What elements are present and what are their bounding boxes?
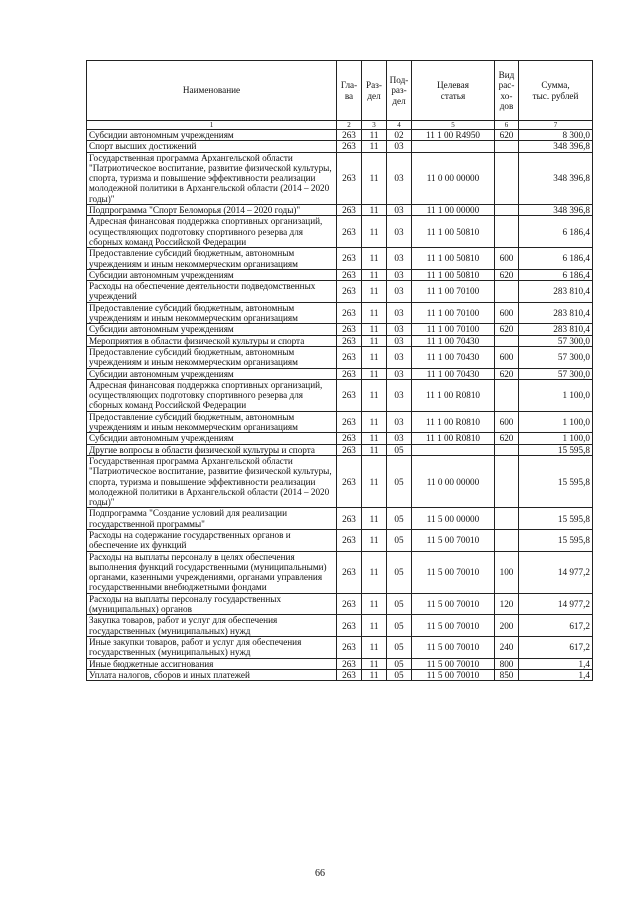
row-glava: 263 xyxy=(337,433,362,444)
row-podrazdel: 03 xyxy=(387,411,412,433)
row-target: 11 0 00 00000 xyxy=(412,152,495,204)
row-glava: 263 xyxy=(337,455,362,507)
row-glava: 263 xyxy=(337,669,362,680)
row-name: Субсидии автономным учреждениям xyxy=(87,368,337,379)
row-target: 11 5 00 70010 xyxy=(412,529,495,551)
row-vid xyxy=(495,141,519,152)
row-target: 11 5 00 70010 xyxy=(412,636,495,658)
row-glava: 263 xyxy=(337,216,362,248)
table-row xyxy=(87,455,593,507)
row-name: Субсидии автономным учреждениям xyxy=(87,324,337,335)
row-razdel: 11 xyxy=(362,593,387,615)
col-number: 7 xyxy=(519,121,593,130)
row-vid xyxy=(495,335,519,346)
row-glava: 263 xyxy=(337,411,362,433)
row-target: 11 1 00 R0810 xyxy=(412,411,495,433)
row-name: Предоставление субсидий бюджетным, автономным учреждениям и иным некоммерческим организациям xyxy=(87,302,337,324)
row-glava: 263 xyxy=(337,302,362,324)
table-row xyxy=(87,669,593,680)
row-sum: 283 810,4 xyxy=(519,324,593,335)
table-row xyxy=(87,433,593,444)
row-podrazdel: 03 xyxy=(387,368,412,379)
table-row xyxy=(87,346,593,368)
row-target: 11 1 00 00000 xyxy=(412,205,495,216)
row-razdel: 11 xyxy=(362,669,387,680)
row-razdel: 11 xyxy=(362,658,387,669)
row-glava: 263 xyxy=(337,368,362,379)
col-number: 1 xyxy=(87,121,337,130)
row-name: Расходы на обеспечение деятельности подведомственных учреждений xyxy=(87,281,337,303)
row-razdel: 11 xyxy=(362,411,387,433)
row-vid: 620 xyxy=(495,324,519,335)
row-target: 11 0 00 00000 xyxy=(412,455,495,507)
header-razdel: Раз- дел xyxy=(362,61,387,121)
row-target: 11 5 00 70010 xyxy=(412,658,495,669)
row-vid: 600 xyxy=(495,346,519,368)
table-row xyxy=(87,529,593,551)
row-sum: 1,4 xyxy=(519,658,593,669)
row-razdel: 11 xyxy=(362,529,387,551)
row-vid xyxy=(495,455,519,507)
row-glava: 263 xyxy=(337,444,362,455)
row-name: Субсидии автономным учреждениям xyxy=(87,130,337,141)
table-row xyxy=(87,141,593,152)
row-podrazdel: 05 xyxy=(387,455,412,507)
header-sum: Сумма, тыс. рублей xyxy=(519,61,593,121)
row-sum: 1,4 xyxy=(519,669,593,680)
row-target: 11 1 00 70430 xyxy=(412,346,495,368)
row-glava: 263 xyxy=(337,379,362,411)
row-vid: 620 xyxy=(495,269,519,280)
row-glava: 263 xyxy=(337,636,362,658)
row-podrazdel: 05 xyxy=(387,551,412,593)
row-sum: 6 186,4 xyxy=(519,248,593,270)
col-number: 4 xyxy=(387,121,412,130)
row-podrazdel: 03 xyxy=(387,379,412,411)
row-target: 11 1 00 70430 xyxy=(412,335,495,346)
row-podrazdel: 03 xyxy=(387,346,412,368)
row-razdel: 11 xyxy=(362,368,387,379)
row-razdel: 11 xyxy=(362,508,387,530)
row-name: Другие вопросы в области физической культуры и спорта xyxy=(87,444,337,455)
row-vid: 620 xyxy=(495,130,519,141)
row-vid xyxy=(495,152,519,204)
row-vid xyxy=(495,205,519,216)
row-podrazdel: 05 xyxy=(387,636,412,658)
row-target: 11 5 00 00000 xyxy=(412,508,495,530)
row-glava: 263 xyxy=(337,248,362,270)
row-podrazdel: 03 xyxy=(387,248,412,270)
row-target: 11 1 00 R0810 xyxy=(412,379,495,411)
table-row xyxy=(87,411,593,433)
row-name: Закупка товаров, работ и услуг для обеспечения государственных (муниципальных) нужд xyxy=(87,615,337,637)
row-vid: 620 xyxy=(495,368,519,379)
table-row xyxy=(87,335,593,346)
row-sum: 14 977,2 xyxy=(519,593,593,615)
row-razdel: 11 xyxy=(362,455,387,507)
row-sum: 14 977,2 xyxy=(519,551,593,593)
row-sum: 15 595,8 xyxy=(519,529,593,551)
row-sum: 57 300,0 xyxy=(519,368,593,379)
row-sum: 348 396,8 xyxy=(519,205,593,216)
table-row xyxy=(87,593,593,615)
table-header xyxy=(87,61,593,130)
row-sum: 6 186,4 xyxy=(519,269,593,280)
row-podrazdel: 05 xyxy=(387,615,412,637)
row-razdel: 11 xyxy=(362,551,387,593)
row-razdel: 11 xyxy=(362,346,387,368)
row-razdel: 11 xyxy=(362,152,387,204)
row-podrazdel: 03 xyxy=(387,152,412,204)
row-sum: 1 100,0 xyxy=(519,433,593,444)
row-name: Уплата налогов, сборов и иных платежей xyxy=(87,669,337,680)
row-glava: 263 xyxy=(337,152,362,204)
row-podrazdel: 05 xyxy=(387,508,412,530)
row-vid: 240 xyxy=(495,636,519,658)
row-razdel: 11 xyxy=(362,216,387,248)
table-body xyxy=(87,130,593,681)
row-vid xyxy=(495,216,519,248)
row-name: Подпрограмма "Создание условий для реализации государственной программы" xyxy=(87,508,337,530)
row-name: Предоставление субсидий бюджетным, автономным учреждениям и иным некоммерческим организациям xyxy=(87,346,337,368)
row-target: 11 1 00 R0810 xyxy=(412,433,495,444)
row-razdel: 11 xyxy=(362,248,387,270)
row-target: 11 5 00 70010 xyxy=(412,669,495,680)
table-row xyxy=(87,508,593,530)
header-glava: Гла- ва xyxy=(337,61,362,121)
row-name: Государственная программа Архангельской области "Патриотическое воспитание, развитие физической культуры, спорта, туризма и повышение эффективности реализации молодежной политики в Архангельской области (2014 – 2020 годы)" xyxy=(87,455,337,507)
table-row xyxy=(87,281,593,303)
row-glava: 263 xyxy=(337,508,362,530)
row-sum: 15 595,8 xyxy=(519,455,593,507)
row-sum: 8 300,0 xyxy=(519,130,593,141)
row-podrazdel: 03 xyxy=(387,141,412,152)
row-razdel: 11 xyxy=(362,379,387,411)
row-target xyxy=(412,141,495,152)
row-target: 11 1 00 70100 xyxy=(412,324,495,335)
row-target: 11 5 00 70010 xyxy=(412,593,495,615)
header-target: Целевая статья xyxy=(412,61,495,121)
row-name: Расходы на выплаты персоналу в целях обеспечения выполнения функций государственными (муниципальными) органами, казенными учреждениями, органами управления государственными внебюджетными фондами xyxy=(87,551,337,593)
row-sum: 15 595,8 xyxy=(519,444,593,455)
column-number-row xyxy=(87,121,593,130)
row-podrazdel: 03 xyxy=(387,216,412,248)
row-razdel: 11 xyxy=(362,130,387,141)
row-name: Субсидии автономным учреждениям xyxy=(87,269,337,280)
row-vid: 620 xyxy=(495,433,519,444)
row-sum: 283 810,4 xyxy=(519,302,593,324)
row-podrazdel: 03 xyxy=(387,324,412,335)
row-glava: 263 xyxy=(337,615,362,637)
row-name: Адресная финансовая поддержка спортивных организаций, осуществляющих подготовку спортивного резерва для сборных команд Российской Федерации xyxy=(87,216,337,248)
row-glava: 263 xyxy=(337,324,362,335)
row-name: Государственная программа Архангельской области "Патриотическое воспитание, развитие физической культуры, спорта, туризма и повышение эффективности реализации молодежной политики в Архангельской области (2014 – 2020 годы)" xyxy=(87,152,337,204)
row-podrazdel: 03 xyxy=(387,269,412,280)
table-row xyxy=(87,379,593,411)
table-row xyxy=(87,130,593,141)
header-vid: Вид рас- хо- дов xyxy=(495,61,519,121)
row-name: Предоставление субсидий бюджетным, автономным учреждениям и иным некоммерческим организациям xyxy=(87,248,337,270)
row-razdel: 11 xyxy=(362,205,387,216)
row-podrazdel: 05 xyxy=(387,658,412,669)
row-podrazdel: 03 xyxy=(387,281,412,303)
col-number: 3 xyxy=(362,121,387,130)
row-vid: 120 xyxy=(495,593,519,615)
row-vid: 200 xyxy=(495,615,519,637)
table-row xyxy=(87,248,593,270)
row-razdel: 11 xyxy=(362,444,387,455)
row-glava: 263 xyxy=(337,141,362,152)
row-sum: 1 100,0 xyxy=(519,411,593,433)
row-target: 11 1 00 R4950 xyxy=(412,130,495,141)
row-sum: 283 810,4 xyxy=(519,281,593,303)
row-name: Расходы на содержание государственных органов и обеспечение их функций xyxy=(87,529,337,551)
row-podrazdel: 05 xyxy=(387,444,412,455)
header-name: Наименование xyxy=(87,61,337,121)
row-sum: 6 186,4 xyxy=(519,216,593,248)
row-vid: 800 xyxy=(495,658,519,669)
row-razdel: 11 xyxy=(362,433,387,444)
row-razdel: 11 xyxy=(362,269,387,280)
col-number: 6 xyxy=(495,121,519,130)
header-podrazdel: Под- раз- дел xyxy=(387,61,412,121)
row-sum: 57 300,0 xyxy=(519,346,593,368)
row-sum: 57 300,0 xyxy=(519,335,593,346)
row-razdel: 11 xyxy=(362,335,387,346)
row-sum: 617,2 xyxy=(519,636,593,658)
table-row xyxy=(87,615,593,637)
row-glava: 263 xyxy=(337,593,362,615)
row-glava: 263 xyxy=(337,205,362,216)
row-name: Мероприятия в области физической культуры и спорта xyxy=(87,335,337,346)
table-row xyxy=(87,269,593,280)
table-row xyxy=(87,636,593,658)
row-razdel: 11 xyxy=(362,324,387,335)
table-row xyxy=(87,324,593,335)
row-target: 11 1 00 50810 xyxy=(412,216,495,248)
table-row xyxy=(87,302,593,324)
table-row xyxy=(87,444,593,455)
table-row xyxy=(87,205,593,216)
row-sum: 617,2 xyxy=(519,615,593,637)
row-target: 11 1 00 70430 xyxy=(412,368,495,379)
col-number: 2 xyxy=(337,121,362,130)
row-razdel: 11 xyxy=(362,141,387,152)
row-podrazdel: 02 xyxy=(387,130,412,141)
row-sum: 348 396,8 xyxy=(519,152,593,204)
row-name: Иные закупки товаров, работ и услуг для обеспечения государственных (муниципальных) нужд xyxy=(87,636,337,658)
row-target: 11 5 00 70010 xyxy=(412,615,495,637)
row-vid xyxy=(495,281,519,303)
row-name: Подпрограмма "Спорт Беломорья (2014 – 2020 годы)" xyxy=(87,205,337,216)
row-podrazdel: 03 xyxy=(387,302,412,324)
table-row xyxy=(87,216,593,248)
table-row xyxy=(87,658,593,669)
row-podrazdel: 03 xyxy=(387,205,412,216)
row-podrazdel: 05 xyxy=(387,669,412,680)
table-row xyxy=(87,152,593,204)
row-glava: 263 xyxy=(337,529,362,551)
row-glava: 263 xyxy=(337,130,362,141)
row-target: 11 1 00 50810 xyxy=(412,269,495,280)
row-glava: 263 xyxy=(337,658,362,669)
row-name: Субсидии автономным учреждениям xyxy=(87,433,337,444)
row-vid: 600 xyxy=(495,302,519,324)
row-razdel: 11 xyxy=(362,636,387,658)
row-podrazdel: 05 xyxy=(387,529,412,551)
row-target: 11 1 00 70100 xyxy=(412,281,495,303)
row-glava: 263 xyxy=(337,281,362,303)
row-razdel: 11 xyxy=(362,281,387,303)
row-vid xyxy=(495,444,519,455)
row-vid: 600 xyxy=(495,411,519,433)
row-podrazdel: 05 xyxy=(387,593,412,615)
row-podrazdel: 03 xyxy=(387,335,412,346)
row-vid: 850 xyxy=(495,669,519,680)
row-sum: 15 595,8 xyxy=(519,508,593,530)
row-vid xyxy=(495,379,519,411)
row-target xyxy=(412,444,495,455)
row-name: Спорт высших достижений xyxy=(87,141,337,152)
table-row xyxy=(87,551,593,593)
row-name: Предоставление субсидий бюджетным, автономным учреждениям и иным некоммерческим организациям xyxy=(87,411,337,433)
row-glava: 263 xyxy=(337,551,362,593)
row-sum: 1 100,0 xyxy=(519,379,593,411)
row-target: 11 1 00 50810 xyxy=(412,248,495,270)
row-vid xyxy=(495,529,519,551)
row-name: Расходы на выплаты персоналу государственных (муниципальных) органов xyxy=(87,593,337,615)
row-vid: 100 xyxy=(495,551,519,593)
budget-table xyxy=(86,60,593,681)
row-razdel: 11 xyxy=(362,302,387,324)
row-target: 11 5 00 70010 xyxy=(412,551,495,593)
row-vid xyxy=(495,508,519,530)
page-number: 66 xyxy=(315,868,325,879)
row-glava: 263 xyxy=(337,346,362,368)
col-number: 5 xyxy=(412,121,495,130)
row-glava: 263 xyxy=(337,335,362,346)
row-name: Иные бюджетные ассигнования xyxy=(87,658,337,669)
row-sum: 348 396,8 xyxy=(519,141,593,152)
row-podrazdel: 03 xyxy=(387,433,412,444)
row-vid: 600 xyxy=(495,248,519,270)
row-target: 11 1 00 70100 xyxy=(412,302,495,324)
row-glava: 263 xyxy=(337,269,362,280)
table-row xyxy=(87,368,593,379)
row-name: Адресная финансовая поддержка спортивных организаций, осуществляющих подготовку спортивного резерва для сборных команд Российской Федерации xyxy=(87,379,337,411)
row-razdel: 11 xyxy=(362,615,387,637)
